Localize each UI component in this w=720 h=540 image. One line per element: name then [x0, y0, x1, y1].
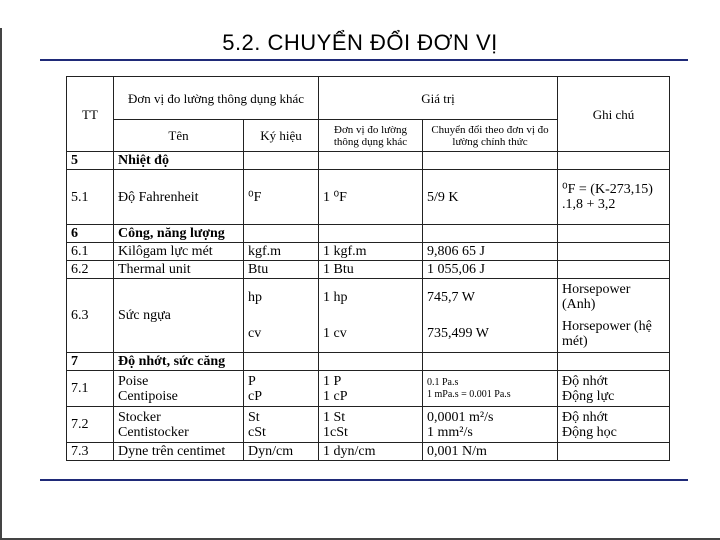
header-name: Tên: [114, 120, 244, 152]
footer-rule: [40, 479, 688, 481]
row-conversion: 745,7 W: [423, 279, 558, 316]
row-tt: 5.1: [67, 170, 114, 225]
header-common-unit: Đơn vị đo lường thông dụng khác: [319, 120, 423, 152]
row-conversion: 735,499 W: [423, 316, 558, 353]
row-symbol: ⁰F: [244, 170, 319, 225]
row-name: Công, năng lượng: [114, 225, 244, 243]
row-unit: 1 P: [323, 373, 342, 389]
row-conversion: 1 mm²/s: [427, 424, 473, 440]
row-tt: 7.1: [67, 371, 114, 407]
row-note: Động học: [562, 424, 617, 440]
row-unit: 1 hp: [319, 279, 423, 316]
header-value-group: Giá trị: [319, 77, 558, 120]
title-rule: [40, 59, 688, 61]
row-name: Độ nhớt, sức căng: [114, 353, 244, 371]
header-note: Ghi chú: [558, 77, 670, 152]
row-conversion: 0,001 N/m: [423, 443, 558, 461]
header-official-conversion: Chuyển đổi theo đơn vị đo lường chính thức: [423, 120, 558, 152]
row-conversion: 1 mPa.s = 0.001 Pa.s: [427, 388, 511, 400]
row-unit: 1cSt: [323, 424, 348, 440]
row-name: Centistocker: [118, 424, 189, 440]
row-conversion: 1 055,06 J: [423, 261, 558, 279]
unit-conversion-table: [66, 76, 670, 461]
row-symbol: hp: [244, 279, 319, 316]
row-unit: 1 cP: [323, 388, 348, 404]
row-name: Centipoise: [118, 388, 178, 404]
header-unit-group: Đơn vị đo lường thông dụng khác: [114, 77, 319, 120]
row-symbol: cP: [248, 388, 262, 404]
row-note: Động lực: [562, 388, 615, 404]
row-symbol: cSt: [248, 424, 266, 440]
row-name: Độ Fahrenheit: [114, 170, 244, 225]
row-note: Horsepower (Anh): [558, 279, 670, 316]
table-row: [67, 170, 670, 225]
row-conversion: 0.1 Pa.s: [427, 376, 459, 388]
table-row: [67, 443, 670, 461]
row-tt: 6: [67, 225, 114, 243]
row-conversion: 5/9 K: [423, 170, 558, 225]
row-name: Dyne trên centimet: [114, 443, 244, 461]
row-tt: 7.3: [67, 443, 114, 461]
header-symbol: Ký hiệu: [244, 120, 319, 152]
row-name: Nhiệt độ: [114, 152, 244, 170]
table-row: [67, 353, 670, 371]
row-tt: 6.3: [67, 279, 114, 353]
row-symbol: P: [248, 373, 256, 389]
row-unit: 1 ⁰F: [319, 170, 423, 225]
table-row: [67, 371, 670, 407]
row-name: Kilôgam lực mét: [114, 243, 244, 261]
row-unit: 1 Btu: [319, 261, 423, 279]
header-tt: TT: [67, 77, 114, 152]
table-row: [67, 152, 670, 170]
row-symbol: kgf.m: [244, 243, 319, 261]
row-note: Độ nhớt: [562, 409, 608, 425]
row-symbol: cv: [244, 316, 319, 353]
row-tt: 5: [67, 152, 114, 170]
row-symbol: Btu: [244, 261, 319, 279]
table-row: [67, 243, 670, 261]
row-name: Poise: [118, 373, 149, 389]
row-tt: 7: [67, 353, 114, 371]
row-tt: 6.1: [67, 243, 114, 261]
row-note: Horsepower (hệ mét): [558, 316, 670, 353]
row-note: Độ nhớt: [562, 373, 608, 389]
row-note: ⁰F = (K-273,15) .1,8 + 3,2: [558, 170, 670, 225]
row-conversion: 9,806 65 J: [423, 243, 558, 261]
row-symbol: Dyn/cm: [244, 443, 319, 461]
row-conversion: 0,0001 m²/s: [427, 409, 494, 425]
table-row: [67, 279, 670, 316]
table-row: [67, 407, 670, 443]
row-name: Sức ngựa: [114, 279, 244, 353]
row-symbol: St: [248, 409, 260, 425]
row-name: Thermal unit: [114, 261, 244, 279]
row-unit: 1 kgf.m: [319, 243, 423, 261]
table-row: [67, 225, 670, 243]
row-name: Stocker: [118, 409, 161, 425]
row-unit: 1 St: [323, 409, 346, 425]
header-row-1: [67, 77, 670, 120]
slide-left-edge: [0, 28, 2, 540]
page-title: 5.2. CHUYỂN ĐỔI ĐƠN VỊ: [222, 30, 498, 55]
table-row: [67, 261, 670, 279]
row-unit: 1 cv: [319, 316, 423, 353]
row-tt: 6.2: [67, 261, 114, 279]
row-unit: 1 dyn/cm: [319, 443, 423, 461]
row-tt: 7.2: [67, 407, 114, 443]
